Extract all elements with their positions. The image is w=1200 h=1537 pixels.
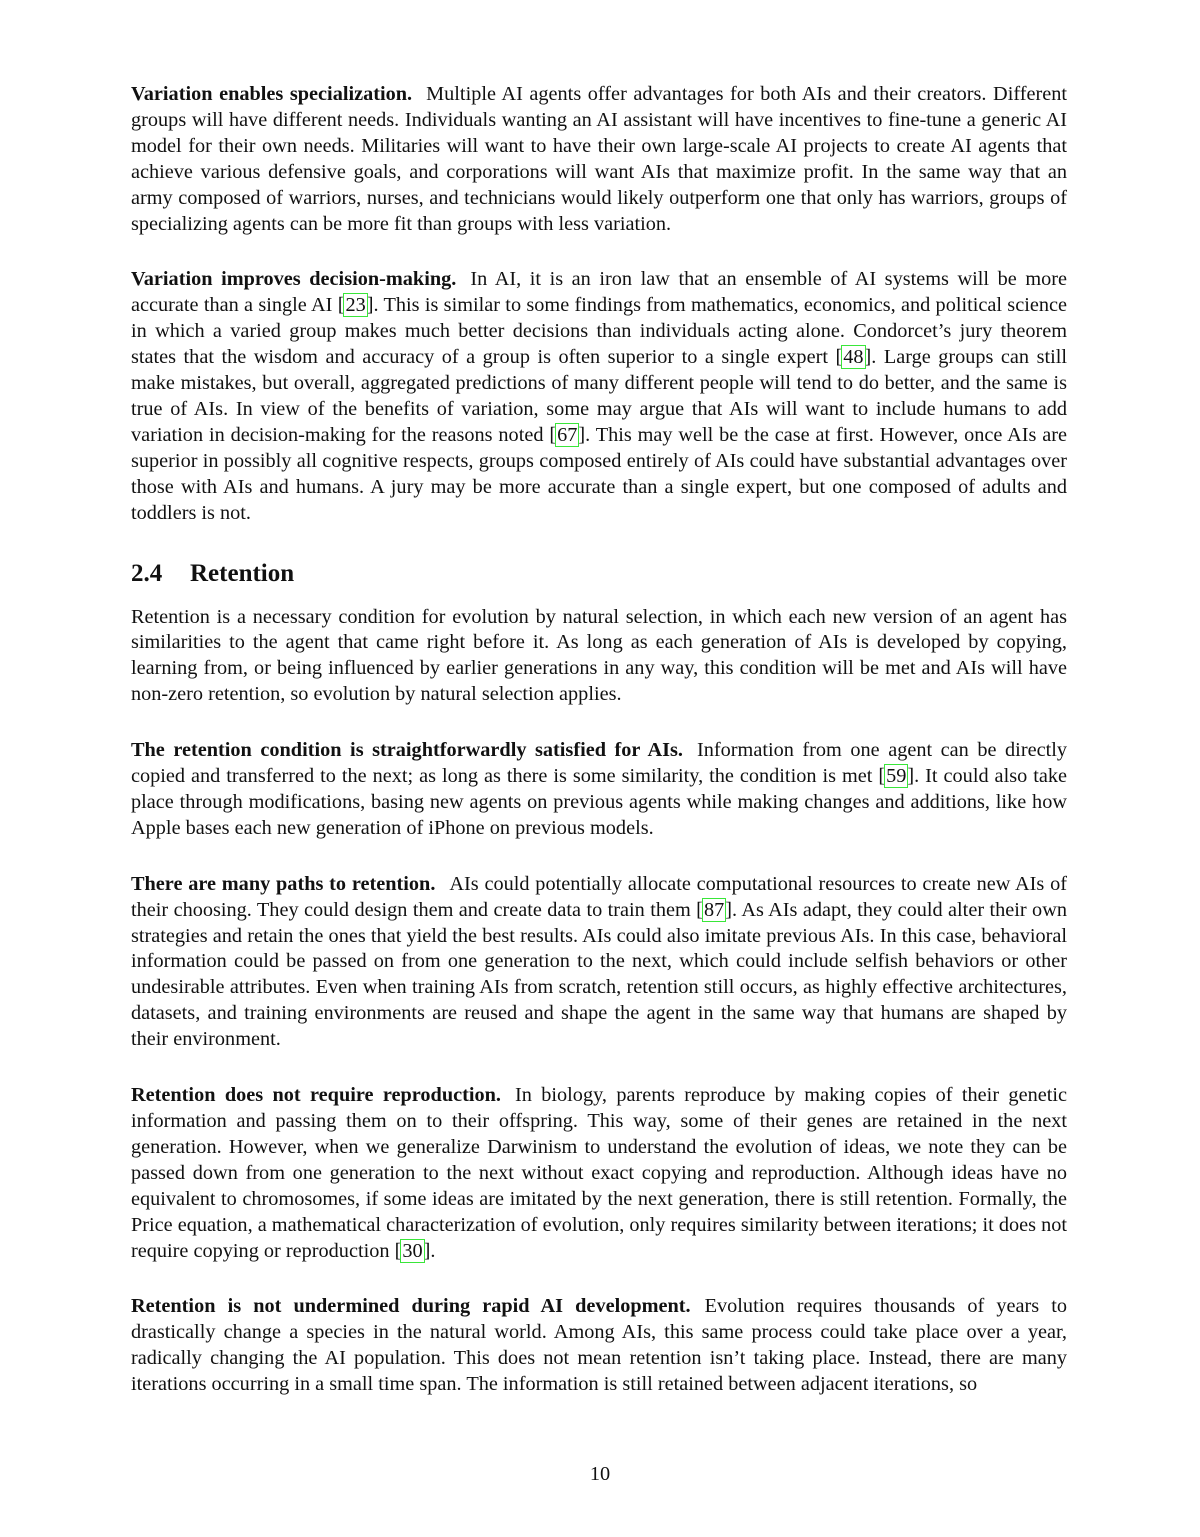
paragraph-text: Evolution requires thousands of years to drastically change a species in the natural world. Among AIs, this same process could take place over a year, radically changing the AI population. This does not mean retention isn’t taking place. Instead, there are many iterations occurring in a small time span. The information is still retained between adjacent iterations, so xyxy=(131,1295,1067,1396)
paragraph-text: ]. As AIs adapt, they could alter their own strategies and retain the ones that yield the best results. AIs could also imitate previous AIs. In this case, behavioral information could be passed on from one generation to the next, which could include selfish behaviors or other undesirable attributes. Even when training AIs from scratch, retention still occurs, as highly effective architectures, datasets, and training environments are reused and shape the agent in the same way that humans are shaped by their environment. xyxy=(131,898,1067,1051)
citation-link[interactable]: 30 xyxy=(402,1239,423,1262)
paragraph-variation-specialization xyxy=(131,82,1067,237)
section-title: Retention xyxy=(190,559,295,587)
paragraph-heading: There are many paths to retention. xyxy=(131,872,436,895)
citation-link[interactable]: 67 xyxy=(557,423,578,446)
citation-link[interactable]: 23 xyxy=(345,294,366,317)
paragraph-heading: Retention does not require reproduction. xyxy=(131,1084,501,1107)
paragraph-rapid-development xyxy=(131,1294,1067,1398)
paragraph-text: In biology, parents reproduce by making copies of their genetic information and passing them on to their offspring. This way, some of their genes are retained in the next generation. However, when we generalize Darwinism to understand the evolution of ideas, we note they can be passed down from one generation to the next without exact copying and reproduction. Although ideas have no equivalent to chromosomes, if some ideas are imitated by the next generation, there is still retention. Formally, the Price equation, a mathematical characterization of evolution, only requires similarity between iterations; it does not require copying or reproduction [ xyxy=(131,1084,1068,1262)
paragraph-heading: The retention condition is straightforwardly satisfied for AIs. xyxy=(131,739,683,762)
paragraph-text: Information from one agent can be directly copied and transferred to the next; as long as there is some similarity, the condition is met [ xyxy=(131,739,1067,788)
section-intro-paragraph: Retention is a necessary condition for evolution by natural selection, in which each new version of an agent has similarities to the agent that came right before it. As long as each generation of AIs is developed by copying, learning from, or being influenced by earlier generations in any way, this condition will be met and AIs will have non-zero retention, so evolution by natural selection applies. xyxy=(131,605,1067,706)
paragraph-variation-decision-making xyxy=(131,267,1067,526)
paragraph-text: ]. This may well be the case at first. However, once AIs are superior in possibly all cognitive respects, groups composed entirely of AIs could have substantial advantages over those with AIs and humans. A jury may be more accurate than a single expert, but one composed of adults and toddlers is not. xyxy=(131,423,1067,524)
paragraph-text: ]. It could also take place through modifications, basing new agents on previous agents while making changes and additions, like how Apple bases each new generation of iPhone on previous models. xyxy=(131,765,1067,839)
section-number: 2.4 xyxy=(131,559,163,587)
paragraph-text: ]. xyxy=(423,1239,436,1262)
citation-link[interactable]: 59 xyxy=(886,765,907,788)
paragraph-text: ]. Large groups can still make mistakes, but overall, aggregated predictions of many different people will tend to do better, and the same is true of AIs. In view of the benefits of variation, some may argue that AIs will want to include humans to add variation in decision-making for the reasons noted [ xyxy=(131,346,1068,446)
paragraph-heading: Retention is not undermined during rapid AI development. xyxy=(131,1295,691,1318)
paragraph-text: Multiple AI agents offer advantages for both AIs and their creators. Different groups will have different needs. Individuals wanting an AI assistant will have incentives to fine-tune a generic AI model for their own needs. Militaries will want to have their own large-scale AI projects to create AI agents that achieve various defensive goals, and corporations will want AIs that maximize profit. In the same way that an army composed of warriors, nurses, and technicians would likely outperform one that only has warriors, groups of specializing agents can be more fit than groups with less variation. xyxy=(131,83,1068,235)
section-heading xyxy=(131,559,1067,589)
citation-link[interactable]: 87 xyxy=(703,898,725,921)
paragraph-heading: Variation enables specialization. xyxy=(131,83,413,105)
citation-link[interactable]: 48 xyxy=(843,346,864,369)
paragraph-heading: Variation improves decision-making. xyxy=(131,268,457,291)
page-content xyxy=(131,82,1067,1398)
paragraph-text: ]. This is similar to some findings from mathematics, economics, and political science in which a varied group makes much better decisions than individuals acting alone. Condorcet’s jury theorem states that the wisdom and accuracy of a group is often superior to a single expert [ xyxy=(131,294,1067,369)
paragraph-paths-to-retention xyxy=(131,872,1067,1053)
paragraph-text: In AI, it is an iron law that an ensemble of AI systems will be more accurate than a single AI [ xyxy=(131,268,1067,317)
paragraph-retention-reproduction xyxy=(131,1083,1067,1264)
page-number: 10 xyxy=(589,1463,611,1485)
paragraph-retention-condition xyxy=(131,738,1067,842)
paragraph-text: AIs could potentially allocate computational resources to create new AIs of their choosing. They could design them and create data to train them [ xyxy=(131,872,1067,921)
